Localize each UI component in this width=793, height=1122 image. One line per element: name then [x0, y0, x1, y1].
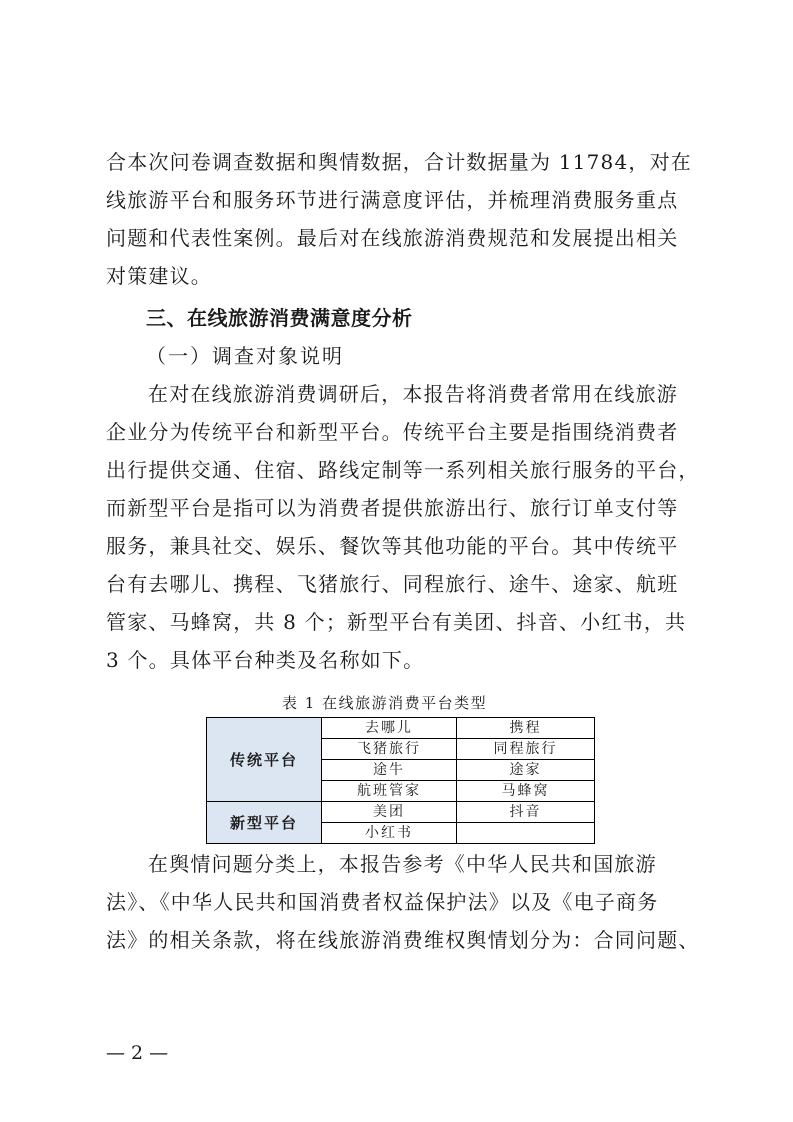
table-cell: 同程旅行 — [457, 739, 595, 760]
table-cell: 途家 — [457, 760, 595, 781]
paragraph-line: 法》的相关条款，将在线旅游消费维权舆情划分为：合同问题、 — [106, 928, 700, 952]
table-cell: 美团 — [322, 802, 457, 823]
table-cell: 航班管家 — [322, 781, 457, 802]
paragraph-line: 出行提供交通、住宿、路线定制等一系列相关旅行服务的平台， — [106, 458, 700, 482]
table-cell: 小红书 — [322, 823, 457, 844]
paragraph-line: 线旅游平台和服务环节进行满意度评估，并梳理消费服务重点 — [106, 188, 679, 212]
table-cell: 携程 — [457, 718, 595, 739]
paragraph-line: 在对在线旅游消费调研后，本报告将消费者常用在线旅游 — [148, 382, 678, 406]
platform-type-table — [206, 717, 595, 844]
table-cell: 抖音 — [457, 802, 595, 823]
table-cell — [457, 823, 595, 844]
paragraph-line: 对策建议。 — [106, 264, 212, 288]
paragraph-line: 服务，兼具社交、娱乐、餐饮等其他功能的平台。其中传统平 — [106, 534, 679, 558]
paragraph-line: 管家、马蜂窝，共 8 个；新型平台有美团、抖音、小红书，共 — [106, 610, 687, 634]
category-cell-new: 新型平台 — [207, 802, 322, 844]
subsection-heading: （一）调查对象说明 — [146, 344, 344, 368]
section-heading: 三、在线旅游消费满意度分析 — [146, 306, 413, 330]
paragraph-line: 台有去哪儿、携程、飞猪旅行、同程旅行、途牛、途家、航班 — [106, 572, 679, 596]
table-row — [207, 718, 595, 739]
table-caption: 表 1 在线旅游消费平台类型 — [282, 694, 488, 712]
table-cell: 飞猪旅行 — [322, 739, 457, 760]
table-cell: 途牛 — [322, 760, 457, 781]
paragraph-line: 合本次问卷调查数据和舆情数据，合计数据量为 11784，对在 — [106, 150, 692, 174]
paragraph-line: 3 个。具体平台种类及名称如下。 — [106, 648, 425, 672]
paragraph-line: 企业分为传统平台和新型平台。传统平台主要是指围绕消费者 — [106, 420, 679, 444]
table-row — [207, 802, 595, 823]
paragraph-line: 而新型平台是指可以为消费者提供旅游出行、旅行订单支付等 — [106, 496, 679, 520]
page-number: — 2 — — [106, 1042, 169, 1064]
paragraph-line: 问题和代表性案例。最后对在线旅游消费规范和发展提出相关 — [106, 226, 679, 250]
paragraph-line: 在舆情问题分类上，本报告参考《中华人民共和国旅游 — [148, 852, 657, 876]
table-cell: 马蜂窝 — [457, 781, 595, 802]
paragraph-line: 法》、《中华人民共和国消费者权益保护法》以及《电子商务 — [106, 890, 659, 914]
category-cell-traditional: 传统平台 — [207, 718, 322, 802]
table-cell: 去哪儿 — [322, 718, 457, 739]
